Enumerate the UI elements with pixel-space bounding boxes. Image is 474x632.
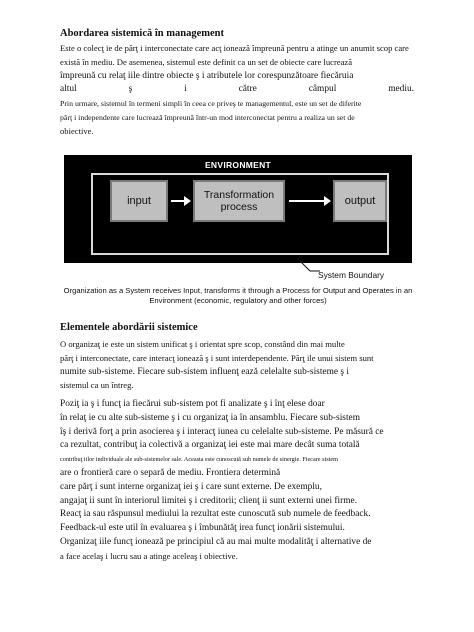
system-boundary-box	[91, 173, 389, 255]
text-line: care părţ i sunt interne organizaţ iei ş i care sunt externe. De exemplu,	[60, 481, 322, 492]
arrow-right-icon	[171, 200, 189, 202]
word: câmpul	[308, 84, 337, 95]
text-line: obiective.	[60, 125, 94, 136]
paragraph-elements	[60, 338, 414, 393]
text-line: îş i derivă forţ a prin asocierea ş i interacţ iunea cu celelalte sub-sisteme. Pe măsură ce	[60, 426, 384, 437]
input-box: input	[110, 180, 168, 222]
text-line: angajaţ ii sunt în interiorul limitei ş i creditorii; clienţ ii sunt externi unei firme.	[60, 495, 358, 506]
pointer-line-icon	[300, 261, 320, 277]
word: altul	[60, 84, 77, 95]
paragraph-intro	[60, 42, 414, 139]
text-line: are o frontieră care o separă de mediu. Frontiera determină	[60, 467, 281, 478]
text-line: Poziţ ia ş i funcţ ia fiecărui sub-sistem pot fi analizate ş i înţ elese doar	[60, 399, 325, 409]
text-line: părţ i independente care lucrează împreună într-un mod interconectat pentru a realiza un set de	[60, 112, 355, 122]
text-line: există în mediu. De asemenea, sistemul este definit ca un set de obiecte care lucrează	[60, 56, 353, 67]
system-diagram	[64, 155, 412, 263]
text-line: părţ i interconectate, care interacţ ionează ş i sunt interdependente. Părţ ile unui sistem sunt	[60, 352, 374, 363]
environment-label: ENVIRONMENT	[204, 160, 272, 170]
text-line-spread	[60, 83, 414, 97]
word: ş	[128, 84, 133, 95]
process-box: Transformation process	[193, 180, 285, 222]
word: către	[238, 84, 257, 95]
arrow-right-icon	[289, 200, 329, 202]
text-line: Feedback-ul este util în evaluarea ş i îmbunătăţ irea funcţ ionării sistemului.	[60, 523, 345, 534]
text-line: Organizaţ iile funcţ ionează pe principiul că au mai multe modalităţ i alternative de	[60, 536, 372, 547]
text-line: Este o colecţ ie de părţ i interconectate care acţ ionează împreună pentru a atinge un anumit scop care	[60, 43, 409, 53]
paragraph-subsystems	[60, 398, 414, 564]
text-line-small: contribuţ iilor individuale ale sub-sistemelor sale. Aceasta este cunoscută sub numele de sinergie. Fiecare sistem	[60, 456, 338, 464]
system-boundary-label: System Boundary	[318, 270, 385, 280]
text-line: în relaţ ie cu alte sub-sisteme ş i cu organizaţ ia în ansamblu. Fiecare sub-sistem	[60, 412, 360, 423]
text-line: Prin urmare, sistemul în termeni simpli în ceea ce priveş te managementul, este un set de diferite	[60, 99, 362, 109]
output-box: output	[333, 180, 387, 222]
word: i	[184, 84, 187, 95]
text-line: împreună cu relaţ iile dintre obiecte ş i atributele lor corespunzătoare fiecăruia	[60, 70, 354, 81]
text-line: a face acelaş i lucru sau a atinge aceleaş i obiective.	[60, 550, 238, 561]
text-line: ca rezultat, contribuţ ia colectivă a organizaţ iei este mai mare decât suma totală	[60, 440, 360, 451]
diagram-caption: Organization as a System receives Input, transforms it through a Process for Output and Operates in an Environment (economic, regulatory and other forces)	[63, 286, 413, 305]
text-line: numite sub-sisteme. Fiecare sub-sistem influenţ ează celelalte sub-sisteme ş i	[60, 366, 349, 377]
word: mediu.	[388, 84, 414, 95]
text-line: sistemul ca un întreg.	[60, 380, 134, 391]
text-line: O organizaţ ie este un sistem unificat ş i orientat spre scop, constând din mai multe	[60, 339, 345, 349]
text-line: Reacţ ia sau răspunsul mediului la rezultat este cunoscută sub numele de feedback.	[60, 509, 371, 520]
section-heading-1: Abordarea sistemică în management	[60, 28, 224, 39]
section-heading-2: Elementele abordării sistemice	[60, 322, 198, 333]
